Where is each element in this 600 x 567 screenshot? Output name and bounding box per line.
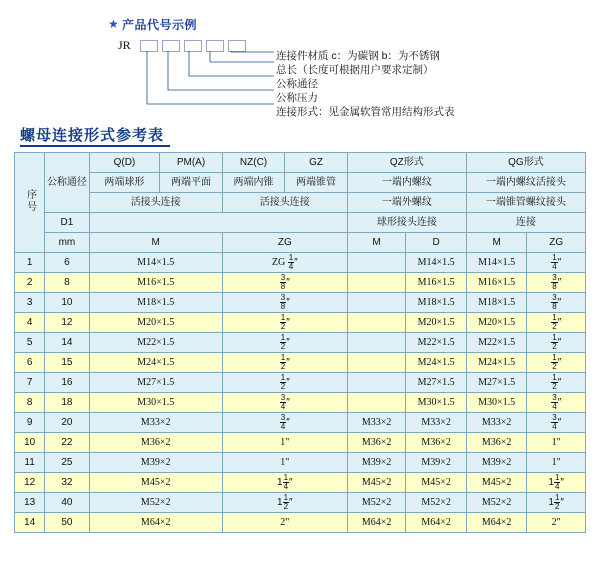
cell-qg-m: M27×1.5 <box>466 373 527 393</box>
header-unit-zg: ZG <box>222 233 347 253</box>
cell-qg-m: M22×1.5 <box>466 333 527 353</box>
cell-dn: 6 <box>45 253 89 273</box>
legend-desc-connection-type: 连接形式：见金属软管常用结构形式表 <box>276 106 455 118</box>
cell-zg: 1 $\frac{1}{4}$ ″ <box>222 473 347 493</box>
cell-qz-m: M39×2 <box>347 453 406 473</box>
header-group-type-4: 一端内螺纹 <box>347 173 466 193</box>
legend-title: 产品代号示例 <box>122 18 198 32</box>
table-row <box>15 273 586 293</box>
cell-qg-m: M30×1.5 <box>466 393 527 413</box>
cell-qg-m: M18×1.5 <box>466 293 527 313</box>
cell-qz-m: M52×2 <box>347 493 406 513</box>
cell-qg-m: M36×2 <box>466 433 527 453</box>
cell-seq: 5 <box>15 333 45 353</box>
cell-zg: 1 $\frac{1}{2}$ ″ <box>222 493 347 513</box>
header-group-code-3: GZ <box>285 153 348 173</box>
cell-m: M20×1.5 <box>89 313 222 333</box>
cell-qg-zg: $\frac{3}{8}$ ″ <box>527 293 586 313</box>
cell-qg-zg: 2" <box>527 513 586 533</box>
cell-m: M27×1.5 <box>89 373 222 393</box>
cell-zg: $\frac{3}{8}$ ″ <box>222 273 347 293</box>
cell-qg-zg: $\frac{1}{2}$ ″ <box>527 353 586 373</box>
cell-m: M45×2 <box>89 473 222 493</box>
header-dn: 公称通径 <box>45 153 89 213</box>
cell-zg: ZG $\frac{1}{4}$ ″ <box>222 253 347 273</box>
cell-seq: 10 <box>15 433 45 453</box>
cell-qg-zg: $\frac{1}{2}$ ″ <box>527 373 586 393</box>
cell-qz-m: M33×2 <box>347 413 406 433</box>
cell-seq: 4 <box>15 313 45 333</box>
cell-qz-d: M22×1.5 <box>406 333 467 353</box>
header-group-code-5: QG形式 <box>466 153 585 173</box>
cell-qz-d: M52×2 <box>406 493 467 513</box>
header-blank <box>89 213 347 233</box>
header-sub-2: 一端外螺纹 <box>347 193 466 213</box>
header-unit-qg-zg: ZG <box>527 233 586 253</box>
cell-zg: $\frac{1}{2}$ ″ <box>222 313 347 333</box>
cell-seq: 7 <box>15 373 45 393</box>
header-group-code-2: NZ(C) <box>222 153 285 173</box>
cell-m: M36×2 <box>89 433 222 453</box>
cell-qz-m <box>347 333 406 353</box>
cell-m: M24×1.5 <box>89 353 222 373</box>
table-row <box>15 473 586 493</box>
header-unit-qz-m: M <box>347 233 406 253</box>
table-row <box>15 373 586 393</box>
cell-qg-m: M39×2 <box>466 453 527 473</box>
cell-m: M14×1.5 <box>89 253 222 273</box>
cell-qg-m: M45×2 <box>466 473 527 493</box>
cell-qg-m: M20×1.5 <box>466 313 527 333</box>
header-unit-qz-d: D <box>406 233 467 253</box>
table-row <box>15 453 586 473</box>
cell-qz-m <box>347 393 406 413</box>
cell-dn: 8 <box>45 273 89 293</box>
header-sub-0: 活接头连接 <box>89 193 222 213</box>
cell-qz-d: M30×1.5 <box>406 393 467 413</box>
cell-seq: 12 <box>15 473 45 493</box>
table-body <box>15 153 586 253</box>
cell-dn: 10 <box>45 293 89 313</box>
cell-qz-d: M18×1.5 <box>406 293 467 313</box>
header-group-type-0: 两端球形 <box>89 173 160 193</box>
table-row <box>15 293 586 313</box>
cell-qz-m: M64×2 <box>347 513 406 533</box>
cell-dn: 22 <box>45 433 89 453</box>
cell-seq: 1 <box>15 253 45 273</box>
header-sub-1: 活接头连接 <box>222 193 347 213</box>
cell-qz-m <box>347 273 406 293</box>
cell-seq: 3 <box>15 293 45 313</box>
cell-qg-zg: 1 $\frac{1}{4}$ ″ <box>527 473 586 493</box>
cell-qg-zg: 1 $\frac{1}{2}$ ″ <box>527 493 586 513</box>
cell-qz-d: M24×1.5 <box>406 353 467 373</box>
cell-qg-m: M16×1.5 <box>466 273 527 293</box>
cell-qz-m <box>347 253 406 273</box>
header-d1: D1 <box>45 213 89 233</box>
cell-qz-m: M45×2 <box>347 473 406 493</box>
header-row-codes <box>15 153 586 173</box>
cell-seq: 13 <box>15 493 45 513</box>
cell-qz-d: M39×2 <box>406 453 467 473</box>
cell-dn: 32 <box>45 473 89 493</box>
cell-qz-m <box>347 373 406 393</box>
cell-m: M16×1.5 <box>89 273 222 293</box>
cell-qz-m <box>347 313 406 333</box>
header-connect: 连接 <box>466 213 585 233</box>
cell-qg-m: M24×1.5 <box>466 353 527 373</box>
cell-qg-zg: $\frac{1}{4}$ ″ <box>527 253 586 273</box>
cell-zg: 1" <box>222 433 347 453</box>
nut-connection-table <box>14 152 586 533</box>
table-row <box>15 413 586 433</box>
header-row-d1 <box>15 213 586 233</box>
table-row <box>15 493 586 513</box>
cell-seq: 14 <box>15 513 45 533</box>
cell-zg: $\frac{1}{2}$ ″ <box>222 373 347 393</box>
cell-qz-d: M45×2 <box>406 473 467 493</box>
cell-qg-m: M52×2 <box>466 493 527 513</box>
cell-seq: 11 <box>15 453 45 473</box>
cell-qz-d: M64×2 <box>406 513 467 533</box>
legend-desc-length: 总长（长度可根据用户要求定制） <box>276 64 434 76</box>
cell-m: M33×2 <box>89 413 222 433</box>
cell-dn: 25 <box>45 453 89 473</box>
cell-qz-d: M14×1.5 <box>406 253 467 273</box>
cell-dn: 40 <box>45 493 89 513</box>
title-underline <box>20 145 170 147</box>
cell-qg-m: M64×2 <box>466 513 527 533</box>
header-group-type-2: 两端内锥 <box>222 173 285 193</box>
header-group-type-5: 一端内螺纹活接头 <box>466 173 585 193</box>
header-ball-joint: 球形接头连接 <box>347 213 466 233</box>
header-sub-3: 一端锥管螺纹接头 <box>466 193 585 213</box>
cell-seq: 2 <box>15 273 45 293</box>
header-row-units <box>15 233 586 253</box>
cell-dn: 12 <box>45 313 89 333</box>
cell-m: M52×2 <box>89 493 222 513</box>
code-prefix: JR <box>118 38 131 52</box>
cell-qg-zg: $\frac{3}{8}$ ″ <box>527 273 586 293</box>
cell-zg: 1" <box>222 453 347 473</box>
table-data-rows <box>15 253 586 533</box>
star-icon: ★ <box>108 17 119 31</box>
cell-qg-zg: $\frac{3}{4}$ ″ <box>527 413 586 433</box>
table-row <box>15 333 586 353</box>
header-unit-qg-m: M <box>466 233 527 253</box>
header-unit-mm: mm <box>45 233 89 253</box>
cell-seq: 8 <box>15 393 45 413</box>
product-code-legend <box>0 0 600 118</box>
cell-qz-d: M36×2 <box>406 433 467 453</box>
table-row <box>15 393 586 413</box>
cell-zg: $\frac{1}{2}$ ″ <box>222 353 347 373</box>
header-group-code-0: Q(D) <box>89 153 160 173</box>
cell-qz-m: M36×2 <box>347 433 406 453</box>
cell-dn: 16 <box>45 373 89 393</box>
cell-m: M18×1.5 <box>89 293 222 313</box>
cell-qg-zg: $\frac{1}{2}$ ″ <box>527 333 586 353</box>
header-row-sub <box>15 193 586 213</box>
cell-qz-d: M20×1.5 <box>406 313 467 333</box>
table-row <box>15 433 586 453</box>
cell-qg-zg: 1" <box>527 453 586 473</box>
cell-zg: $\frac{3}{8}$ ″ <box>222 293 347 313</box>
legend-desc-material: 连接件材质 c：为碳钢 b：为不锈钢 <box>276 50 440 62</box>
table-row <box>15 313 586 333</box>
cell-zg: $\frac{3}{4}$ ″ <box>222 393 347 413</box>
legend-desc-nominal-pressure: 公称压力 <box>276 92 318 104</box>
cell-qz-d: M33×2 <box>406 413 467 433</box>
cell-m: M22×1.5 <box>89 333 222 353</box>
cell-dn: 20 <box>45 413 89 433</box>
cell-dn: 14 <box>45 333 89 353</box>
cell-qg-zg: $\frac{3}{4}$ ″ <box>527 393 586 413</box>
legend-desc-nominal-diameter: 公称通径 <box>276 78 318 90</box>
cell-seq: 9 <box>15 413 45 433</box>
header-seq: 序号 <box>15 153 45 253</box>
cell-qz-d: M16×1.5 <box>406 273 467 293</box>
table-row <box>15 513 586 533</box>
page-title: 螺母连接形式参考表 <box>20 127 165 144</box>
table-row <box>15 353 586 373</box>
cell-qg-m: M14×1.5 <box>466 253 527 273</box>
cell-dn: 15 <box>45 353 89 373</box>
cell-m: M39×2 <box>89 453 222 473</box>
cell-zg: 2" <box>222 513 347 533</box>
cell-m: M64×2 <box>89 513 222 533</box>
table-row <box>15 253 586 273</box>
cell-qz-m <box>347 293 406 313</box>
cell-qz-m <box>347 353 406 373</box>
header-group-type-3: 两端锥管 <box>285 173 348 193</box>
cell-qz-d: M27×1.5 <box>406 373 467 393</box>
header-group-type-1: 两端平面 <box>160 173 223 193</box>
cell-qg-m: M33×2 <box>466 413 527 433</box>
cell-zg: $\frac{3}{4}$ ″ <box>222 413 347 433</box>
cell-qg-zg: $\frac{1}{2}$ ″ <box>527 313 586 333</box>
cell-seq: 6 <box>15 353 45 373</box>
cell-m: M30×1.5 <box>89 393 222 413</box>
header-group-code-4: QZ形式 <box>347 153 466 173</box>
header-group-code-1: PM(A) <box>160 153 223 173</box>
cell-dn: 18 <box>45 393 89 413</box>
cell-dn: 50 <box>45 513 89 533</box>
header-row-types <box>15 173 586 193</box>
cell-qg-zg: 1" <box>527 433 586 453</box>
header-unit-m: M <box>89 233 222 253</box>
cell-zg: $\frac{1}{2}$ ″ <box>222 333 347 353</box>
